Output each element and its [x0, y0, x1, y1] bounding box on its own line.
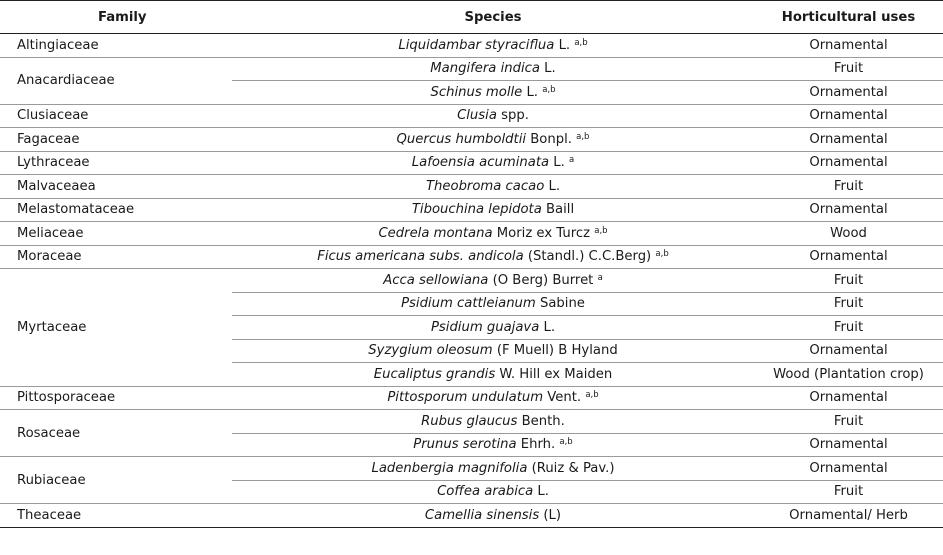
table-row: [0, 504, 943, 528]
species-cell: [232, 339, 754, 363]
use-cell: Ornamental: [754, 104, 943, 128]
species-name: Quercus humboldtii: [396, 131, 527, 147]
species-name: Liquidambar styraciflua: [398, 37, 555, 53]
family-cell: Fagaceae: [0, 128, 232, 152]
family-cell: Anacardiaceae: [0, 57, 232, 104]
species-cell: [232, 480, 754, 504]
species-authority: L.: [539, 319, 556, 335]
use-cell: Ornamental: [754, 198, 943, 222]
species-name: Mangifera indica: [430, 61, 540, 77]
species-cell: [232, 245, 754, 269]
footnote-marker: a: [569, 155, 575, 166]
species-cell: [232, 504, 754, 528]
table-row: [0, 198, 943, 222]
use-cell: Fruit: [754, 316, 943, 340]
table-row: [0, 410, 943, 434]
footnote-marker: a,b: [574, 37, 588, 48]
species-cell: [232, 292, 754, 316]
species-name: Schinus molle: [430, 84, 523, 100]
table-row: [0, 151, 943, 175]
header-row: [0, 1, 943, 34]
use-cell: Fruit: [754, 269, 943, 293]
species-cell: [232, 457, 754, 481]
family-cell: Moraceae: [0, 245, 232, 269]
species-authority: L.: [533, 484, 549, 500]
footnote-marker: a,b: [585, 390, 599, 401]
table-row: [0, 104, 943, 128]
use-cell: Ornamental: [754, 386, 943, 410]
table-row: [0, 57, 943, 81]
species-authority: L.: [522, 84, 538, 100]
species-name: Eucaliptus grandis: [373, 366, 496, 382]
species-cell: [232, 316, 754, 340]
species-cell: [232, 269, 754, 293]
family-cell: Pittosporaceae: [0, 386, 232, 410]
species-name: Pittosporum undulatum: [387, 390, 544, 406]
species-cell: [232, 198, 754, 222]
species-name: Rubus glaucus: [421, 413, 518, 429]
footnote-marker: a,b: [655, 249, 669, 260]
table-body: [0, 34, 943, 528]
header-species: Species: [232, 1, 754, 34]
species-cell: [232, 34, 754, 58]
species-authority: (Standl.) C.C.Berg): [523, 249, 652, 265]
species-cell: [232, 151, 754, 175]
table-row: [0, 222, 943, 246]
header-uses: Horticultural uses: [754, 1, 943, 34]
species-name: Cedrela montana: [378, 225, 493, 241]
species-authority: spp.: [496, 108, 529, 124]
species-authority: L.: [554, 37, 571, 53]
use-cell: Ornamental: [754, 245, 943, 269]
family-cell: Altingiaceae: [0, 34, 232, 58]
species-cell: [232, 433, 754, 457]
family-cell: Rosaceae: [0, 410, 232, 457]
species-name: Psidium cattleianum: [401, 296, 536, 312]
use-cell: Fruit: [754, 292, 943, 316]
table-row: [0, 175, 943, 199]
use-cell: Wood: [754, 222, 943, 246]
species-authority: (O Berg) Burret: [488, 272, 594, 288]
use-cell: Fruit: [754, 410, 943, 434]
family-cell: Malvaceaea: [0, 175, 232, 199]
species-authority: L.: [539, 61, 556, 77]
use-cell: Fruit: [754, 480, 943, 504]
species-name: Tibouchina lepidota: [411, 202, 542, 218]
species-authority: Sabine: [535, 296, 585, 312]
species-name: Ficus americana subs. andicola: [317, 249, 524, 265]
family-cell: Lythraceae: [0, 151, 232, 175]
species-cell: [232, 104, 754, 128]
use-cell: Wood (Plantation crop): [754, 363, 943, 387]
species-name: Acca sellowiana: [383, 272, 489, 288]
family-cell: Melastomataceae: [0, 198, 232, 222]
species-name: Prunus serotina: [413, 437, 517, 453]
species-name: Syzygium oleosum: [368, 343, 493, 359]
use-cell: Ornamental: [754, 81, 943, 105]
species-name: Camellia sinensis: [424, 507, 540, 523]
use-cell: Ornamental: [754, 34, 943, 58]
species-cell: [232, 128, 754, 152]
species-authority: (F Muell) B Hyland: [492, 343, 618, 359]
species-cell: [232, 386, 754, 410]
species-name: Theobroma cacao: [425, 178, 545, 194]
species-authority: Ehrh.: [516, 437, 556, 453]
use-cell: Ornamental: [754, 128, 943, 152]
family-cell: Rubiaceae: [0, 457, 232, 504]
species-authority: L.: [549, 155, 565, 171]
table-row: [0, 128, 943, 152]
species-cell: [232, 57, 754, 81]
family-cell: Theaceae: [0, 504, 232, 528]
species-name: Psidium guajava: [430, 319, 540, 335]
table-row: [0, 245, 943, 269]
table-row: [0, 269, 943, 293]
family-cell: Myrtaceae: [0, 269, 232, 387]
species-authority: Moriz ex Turcz: [492, 225, 591, 241]
footnote-marker: a,b: [559, 437, 573, 448]
use-cell: Ornamental: [754, 457, 943, 481]
species-cell: [232, 222, 754, 246]
footnote-marker: a,b: [594, 225, 608, 236]
species-cell: [232, 363, 754, 387]
header-family: Family: [0, 1, 232, 34]
family-cell: Clusiaceae: [0, 104, 232, 128]
species-name: Lafoensia acuminata: [411, 155, 550, 171]
species-authority: (L): [539, 507, 562, 523]
footnote-marker: a,b: [542, 84, 556, 95]
use-cell: Ornamental: [754, 151, 943, 175]
species-authority: W. Hill ex Maiden: [495, 366, 613, 382]
species-authority: L.: [544, 178, 561, 194]
use-cell: Fruit: [754, 175, 943, 199]
footnote-marker: a,b: [576, 131, 590, 142]
use-cell: Ornamental: [754, 433, 943, 457]
table-row: [0, 34, 943, 58]
use-cell: Ornamental: [754, 339, 943, 363]
table-header: [0, 1, 943, 34]
species-name: Clusia: [457, 108, 497, 124]
species-cell: [232, 175, 754, 199]
use-cell: Ornamental/ Herb: [754, 504, 943, 528]
species-cell: [232, 410, 754, 434]
species-authority: (Ruiz & Pav.): [527, 460, 615, 476]
species-name: Ladenbergia magnifolia: [371, 460, 528, 476]
species-name: Coffea arabica: [437, 484, 534, 500]
family-cell: Meliaceae: [0, 222, 232, 246]
species-authority: Vent.: [543, 390, 582, 406]
table-row: [0, 386, 943, 410]
use-cell: Fruit: [754, 57, 943, 81]
species-authority: Benth.: [517, 413, 565, 429]
species-authority: Bonpl.: [526, 131, 572, 147]
species-authority: Baill: [541, 202, 575, 218]
table-row: [0, 457, 943, 481]
footnote-marker: a: [597, 272, 603, 283]
species-cell: [232, 81, 754, 105]
